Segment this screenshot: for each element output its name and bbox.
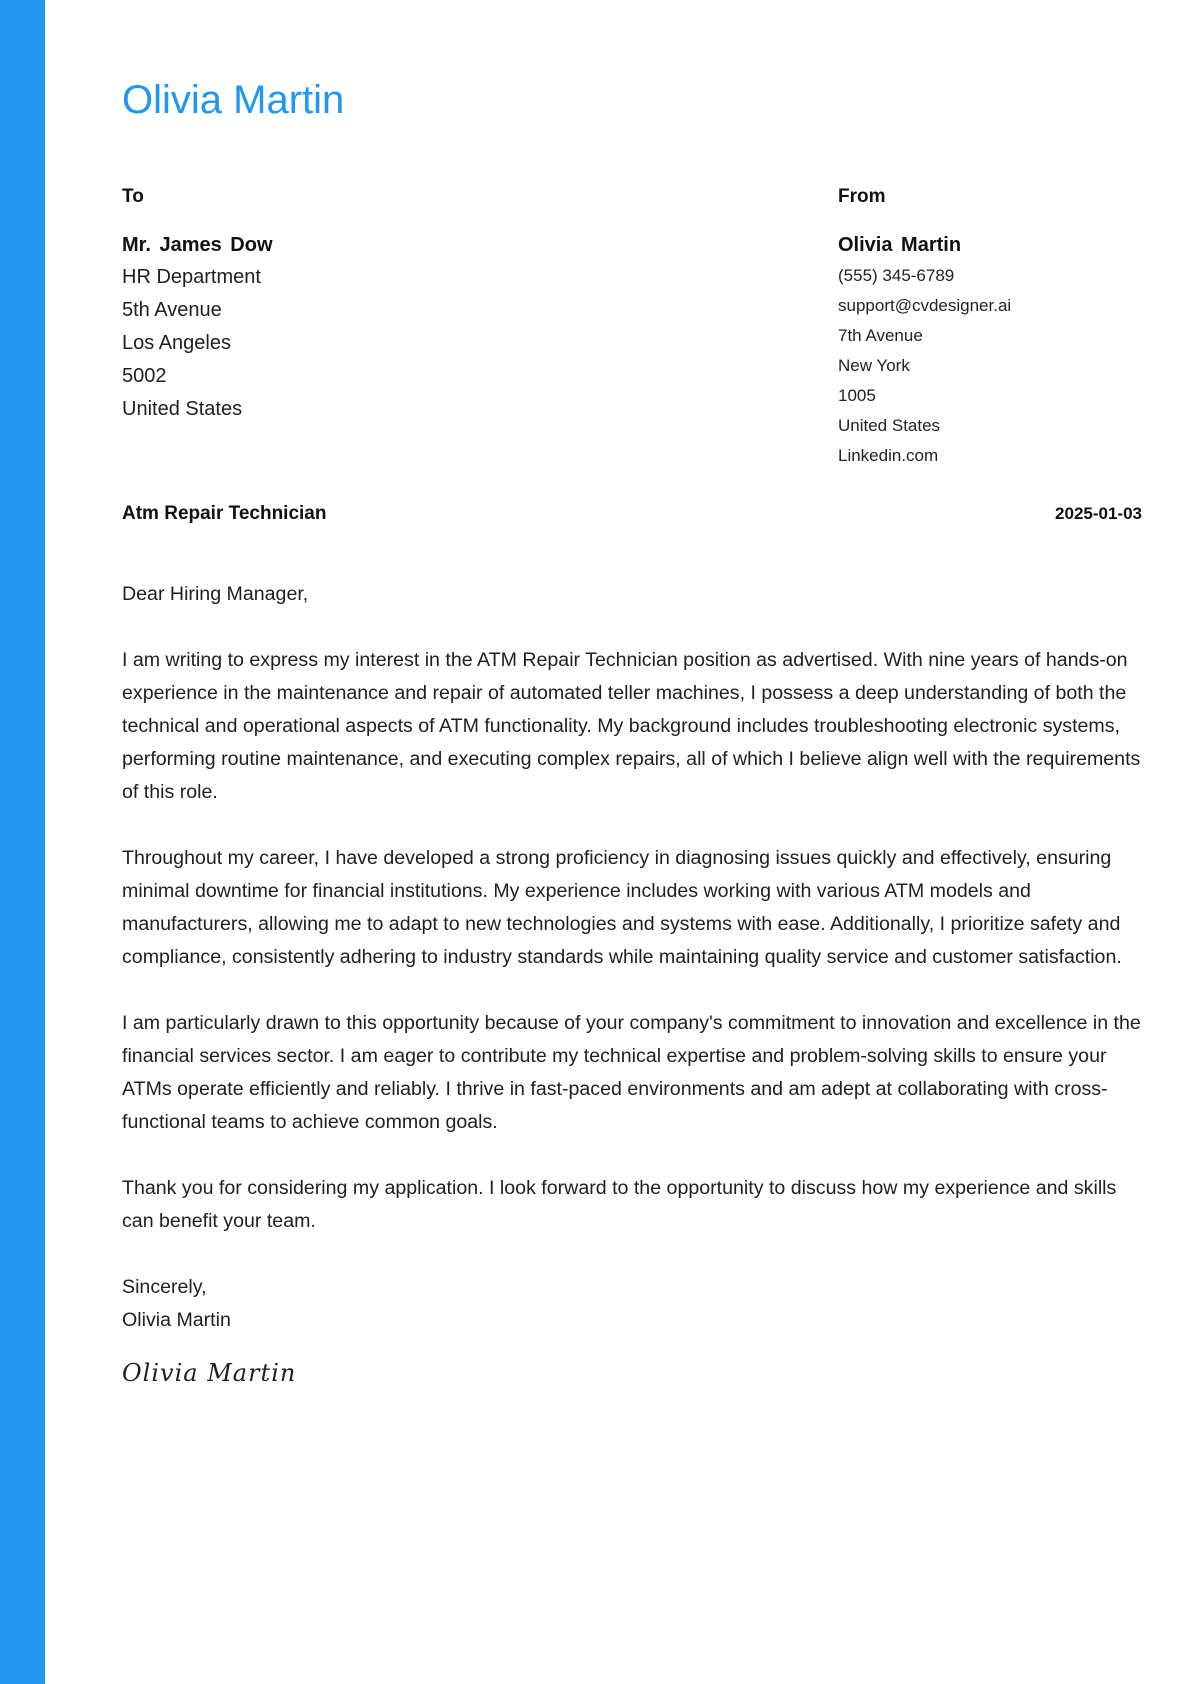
letter-body: [122, 578, 1144, 1390]
accent-sidebar: [0, 0, 45, 1684]
sender-email[interactable]: support@cvdesigner.ai: [838, 296, 1012, 315]
sender-name: Olivia Martin: [838, 234, 962, 256]
sender-postcode: 1005: [838, 386, 876, 405]
paragraph-1: I am writing to express my interest in the ATM Repair Technician position as advertised. With nine years of hands-on experience in the maintenance and repair of automated teller machines, I possess a deep understanding of both the technical and operational aspects of ATM functionality. My background includes troubleshooting electronic systems, performing routine maintenance, and executing complex repairs, all of which I believe align well with the requirements of this role.: [122, 649, 1141, 803]
sender-label: From: [838, 186, 886, 207]
sender-street: 7th Avenue: [838, 326, 923, 345]
recipient-department: HR Department: [122, 266, 261, 288]
recipient-postcode: 5002: [122, 365, 167, 387]
sender-city: New York: [838, 356, 910, 375]
letter-date: 2025-01-03: [1055, 504, 1142, 523]
page-title: Olivia Martin: [122, 78, 345, 122]
recipient-country: United States: [122, 398, 243, 420]
sender-linkedin[interactable]: Linkedin.com: [838, 446, 939, 465]
paragraph-2: Throughout my career, I have developed a strong proficiency in diagnosing issues quickly and effectively, ensuring minimal downtime for financial institutions. My experience includes working with various ATM models and manufacturers, allowing me to adapt to new technologies and systems with ease. Additionally, I prioritize safety and compliance, consistently adhering to industry standards while maintaining quality service and customer satisfaction.: [122, 847, 1122, 968]
subject-line: Atm Repair Technician: [122, 503, 327, 524]
paragraph-3: I am particularly drawn to this opportunity because of your company's commitment to innovation and excellence in the financial services sector. I am eager to contribute my technical expertise and problem-solving skills to ensure your ATMs operate efficiently and reliably. I thrive in fast-paced environments and am adept at collaborating with cross-functional teams to achieve common goals.: [122, 1012, 1141, 1133]
closing-name: Olivia Martin: [122, 1309, 231, 1331]
sender-country: United States: [838, 416, 941, 435]
sender-phone: (555) 345-6789: [838, 266, 955, 285]
paragraph-4: Thank you for considering my application. I look forward to the opportunity to discuss how my experience and skills can benefit your team.: [122, 1177, 1117, 1232]
salutation: Dear Hiring Manager,: [122, 583, 309, 605]
recipient-label: To: [122, 186, 144, 207]
subject-row: [122, 503, 1142, 525]
recipient-block: [122, 184, 722, 426]
closing: Sincerely,: [122, 1276, 207, 1298]
recipient-street: 5th Avenue: [122, 299, 222, 321]
signature: Olivia Martin: [122, 1359, 297, 1387]
sender-block: [838, 184, 1158, 471]
recipient-name: Mr. James Dow: [122, 234, 273, 256]
recipient-city: Los Angeles: [122, 332, 231, 354]
